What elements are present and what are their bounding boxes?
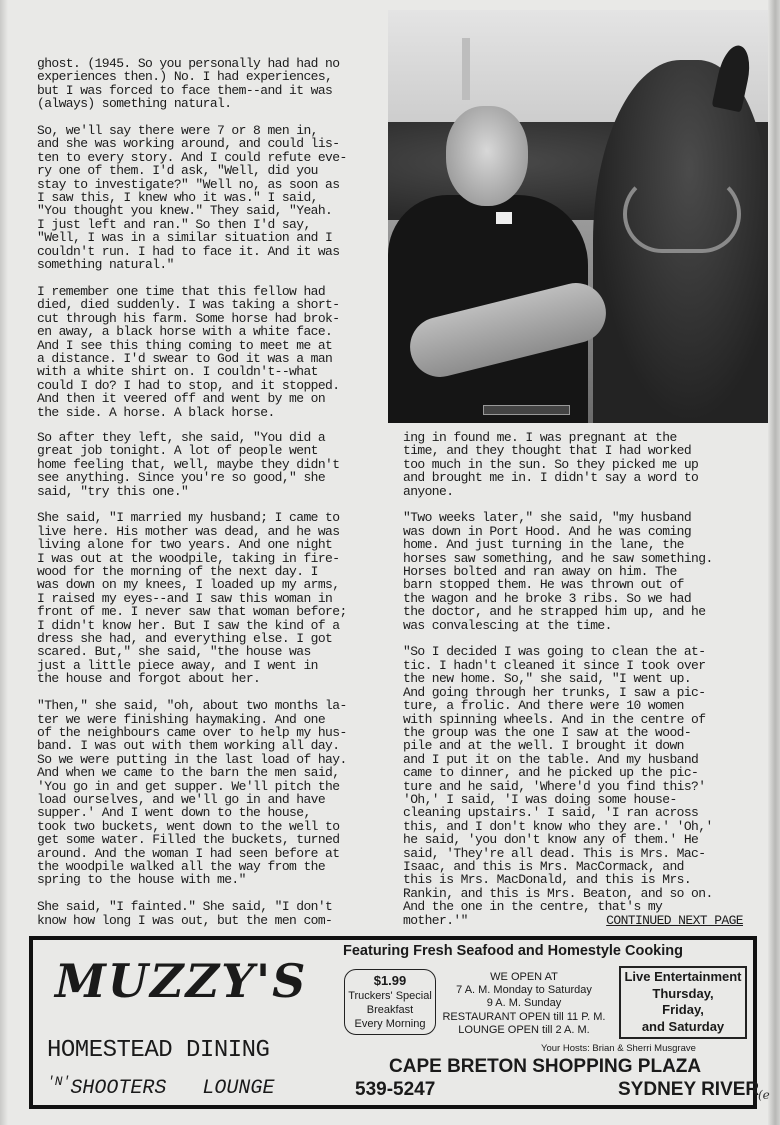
- article-column-left-bottom: [37, 431, 389, 927]
- photo-priest-with-horse: [388, 10, 768, 423]
- article-column-left-top: [37, 57, 382, 419]
- page-corner-mark: (e: [758, 1088, 770, 1102]
- ad-live-line: Friday,: [662, 1002, 704, 1017]
- photo-pole: [462, 38, 470, 100]
- page-binding-shadow-left: [0, 0, 8, 1125]
- ad-live-line: Live Entertainment: [624, 969, 742, 984]
- article-paragraph: So after they left, she said, "You did a great job tonight. A lot of people went home feeling that, well, maybe they didn't see anything. Since you're so good," she said, "try this one.": [37, 430, 340, 499]
- article-paragraph: ghost. (1945. So you personally had had no experiences then.) No. I had experiences, but I was forced to face them--and it was (always) something natural.: [37, 56, 340, 112]
- continued-next-page-link[interactable]: CONTINUED NEXT PAGE: [606, 912, 743, 928]
- ad-shooters-text: SHOOTERS LOUNGE: [70, 1077, 275, 1100]
- article-paragraph: "Then," she said, "oh, about two months la- ter we were finishing haymaking. And one of the neighbours came over to help my hus- band. I was out with them working all day. So we were putting in the last load of hay. And when we came to the barn the men said, 'You go in and get supper. We'll pitch the load ourselves, and we'll go in and have supper.' And I went down to the house, took two buckets, went down to the well to get some water. Filled the buckets, turned around. And the woman I had seen before at the woodpile walked all the way from the spring to the house with me.": [37, 698, 347, 888]
- ad-logo: MUZZY'S: [55, 954, 308, 1008]
- article-paragraph: "Two weeks later," she said, "my husband was down in Port Hood. And he was coming home. And just turning in the lane, the horses saw something, and he saw something. Horses bolted and ran away on him. The barn stopped them. He was thrown out of the wagon and he broke 3 ribs. So we had the doctor, and he strapped him up, and he was convalescing at the time.: [403, 510, 713, 633]
- ad-location-city: SYDNEY RIVER: [618, 1079, 760, 1100]
- ad-hours-line: LOUNGE OPEN till 2 A. M.: [458, 1023, 590, 1036]
- article-paragraph: She said, "I fainted." She said, "I don't know how long I was out, but the men com-: [37, 899, 333, 928]
- ad-phone-number: 539-5247: [355, 1079, 436, 1100]
- ad-feature-headline: Featuring Fresh Seafood and Homestyle Cooking: [343, 943, 683, 959]
- ad-truckers-special-box: [344, 969, 436, 1035]
- ad-location-plaza: CAPE BRETON SHOPPING PLAZA: [389, 1056, 702, 1077]
- photo-man-head: [446, 106, 528, 206]
- article-paragraph: "So I decided I was going to clean the at- tic. I hadn't cleaned it since I took over the new home. So," she said, "I went up. And going through her trunks, I saw a pic- ture, a frolic. And there were 10 women with spinning wheels. And in the centre of the group was the one I saw at the wood- pile and at the well. I brought it down and I put it on the table. And my husband came to dinner, and he picked up the pic- ture and he said, 'Where'd you find this?' 'Oh,' I said, 'I was doing some house- cleaning upstairs.' I said, 'I ran across this, and I don't know who they are.' 'Oh,' he said, 'you don't know any of them.' He said, 'They're all dead. This is Mrs. Mac- Isaac, and this is Mrs. MacCormack, and this is Mrs. MacDonald, and this is Mrs. Rankin, and this is Mrs. Beaton, and so on. And the one in the centre, that's my: [403, 644, 713, 915]
- ad-hosts: Your Hosts: Brian & Sherri Musgrave: [541, 1043, 696, 1054]
- ad-hours-line: 7 A. M. Monday to Saturday: [456, 984, 592, 997]
- advertisement-muzzys: [29, 936, 760, 1109]
- ad-opening-hours: [441, 971, 607, 1037]
- article-paragraph: I remember one time that this fellow had died, died suddenly. I was taking a short- cut through his farm. Some horse had brok- en away, a black horse with a white face. And I see this thing coming to meet me at a distance. I'd swear to God it was a man with a white shirt on. I couldn't--what could I do? I had to stop, and it stopped. And then it veered off and went by me on the side. A horse. A black horse.: [37, 283, 340, 420]
- ad-shooters-lounge: [47, 1069, 274, 1102]
- ad-special-line: Every Morning: [354, 1018, 426, 1030]
- ad-live-line: Thursday,: [652, 985, 714, 1001]
- ad-special-price: $1.99: [373, 973, 407, 988]
- ad-n-text: 'N': [47, 1074, 71, 1089]
- article-paragraph: ing in found me. I was pregnant at the time, and they thought that I had worked too much in the sun. So they picked me up and brought me in. I didn't say a word to anyone.: [403, 430, 699, 499]
- photo-clerical-collar: [496, 212, 512, 224]
- article-paragraph: She said, "I married my husband; I came to live here. His mother was dead, and he was living alone for two years. And one night I was out at the woodpile, taking in fire- wood for the morning of the next day. I was down on my knees, I loaded up my arms, I raised my eyes--and I saw this woman in front of me. I never saw that woman before; I didn't know her. But I saw the kind of a dress she had, and everything else. I got scared. But," she said, "the house was just a little piece away, and I went in the house and forgot about her.: [37, 510, 347, 687]
- ad-hours-line: RESTAURANT OPEN till 11 P. M.: [442, 1010, 606, 1023]
- ad-special-line: Truckers' Special: [348, 990, 432, 1002]
- last-line-text: mother.'": [403, 912, 468, 928]
- ad-live-line: and Saturday: [641, 1018, 725, 1034]
- photo-belt: [483, 405, 570, 415]
- ad-homestead-dining: HOMESTEAD DINING: [47, 1037, 270, 1064]
- article-last-line: [403, 914, 743, 927]
- ad-live-entertainment-box: [619, 966, 747, 1039]
- page-binding-shadow-right: [768, 0, 780, 1125]
- article-paragraph: So, we'll say there were 7 or 8 men in, and she was working around, and could lis- ten to every story. And I could refute eve- ry one of them. I'd ask, "Well, did you stay to investigate?" "Well no, as soon as I saw this, I knew who it was." I said, "You thought you knew." They said, "Yeah. I just left and ran." So then I'd say, "Well, I was in a similar situation and I couldn't run. I had to face it. And it was something natural.": [37, 123, 347, 273]
- photo-halter: [623, 175, 741, 253]
- ad-hours-line: WE OPEN AT: [490, 971, 558, 983]
- ad-hours-line: 9 A. M. Sunday: [486, 997, 562, 1010]
- article-column-right: [403, 431, 755, 927]
- ad-special-line: Breakfast: [366, 1004, 414, 1016]
